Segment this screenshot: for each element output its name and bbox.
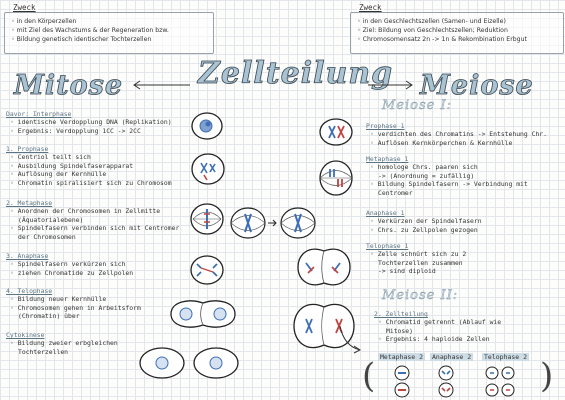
phase-item: ◦ Spindelfasern verkürzen sich [6, 260, 133, 268]
phase-item: ◦ Chromatin spiralisiert sich zu Chromosom [6, 179, 172, 187]
cell-interphase-icon [190, 111, 224, 141]
phase-item: ◦ Ergebnis: 4 haploide Zellen [374, 335, 501, 343]
phase-item: ◦ Bildung neuer Kernhülle [6, 295, 141, 303]
phase-item: ◦ Auflösung der Kernhülle [6, 170, 172, 178]
phase-item: ◦ Centriol teilt sich [6, 153, 172, 161]
mitose-telophase [6, 287, 141, 321]
meiose1-subtitle: Meiose I: [382, 98, 453, 113]
phase-item: ◦ ziehen Chromatide zu Zellpolen [6, 269, 133, 277]
cell-cytokinese-icon [137, 346, 241, 380]
phase-heading: Davor: Interphase [6, 110, 72, 118]
phase-item-cont: (Chromatin) über [18, 312, 80, 321]
phase-item: ◦ Chrs. zu Zellpolen gezogen [366, 226, 482, 234]
phase-item-cont: Mitose) [386, 326, 413, 335]
mitose-purpose-title: Zweck [13, 3, 36, 12]
mitose-title: Mitose [14, 70, 124, 101]
phase-item: ◦ Auflösen Kernkörperchen & Kernhülle [366, 139, 547, 147]
right-arrow-icon [366, 80, 416, 90]
phase-item-cont: (Äquatorialebene) [18, 215, 84, 224]
cell-prophase-icon [190, 152, 226, 186]
purpose-item: ◦ Chromosomensatz 2n -> 1n & Rekombination Erbgut [357, 35, 557, 44]
phase-item: ◦ Spindelfasern verbinden sich mit Centromer [6, 224, 179, 232]
phase-item-cont: -> sind diploid [378, 267, 436, 276]
phase-heading: Prophase 1 [366, 122, 405, 130]
purpose-item: ◦ in den Körperzellen [11, 17, 207, 26]
phase-heading: Cytokinese [6, 331, 45, 339]
left-bracket: ( [362, 356, 376, 396]
meiose2-subtitle: Meiose II: [382, 288, 459, 303]
phase-item: ◦ Bildung Spindelfasern -> Verbindung mit [366, 180, 528, 188]
meiose-title: Meiose [420, 70, 534, 101]
phase-item-cont: Tochterzellen [18, 347, 69, 356]
meiose2-cells-icon [384, 364, 534, 398]
metaphase2-label: Metaphase 2 [380, 353, 424, 361]
mitose-cytokinese [6, 331, 118, 356]
phase-heading: 4. Telophase [6, 287, 53, 295]
phase-item: ◦ identische Verdopplung DNA (Replikation) [6, 118, 172, 126]
meiose-purpose-title: Zweck [359, 3, 382, 12]
phase-item: ◦ verdichten des Chromatins -> Entstehung Chr. [366, 130, 547, 138]
cell-metaphase-chromosome-icon [228, 206, 318, 240]
mitose-anaphase [6, 252, 133, 277]
phase-item: ◦ Ergebnis: Verdopplung 1CC -> 2CC [6, 127, 172, 135]
phase-heading: 1. Prophase [6, 145, 49, 153]
phase-heading: 3. Anaphase [6, 252, 49, 260]
meiose-prophase1-cell-icon [318, 117, 354, 147]
phase-item-cont: Centromer [378, 188, 413, 197]
meiose-metaphase1-cell-icon [318, 159, 354, 197]
phase-item: ◦ Anordnen der Chromosomen in Zellmitte [6, 207, 179, 215]
phase-item: ◦ Chromosomen gehen in Arbeitsform [6, 304, 141, 312]
cell-metaphase-icon [189, 202, 225, 236]
mitose-metaphase [6, 199, 179, 241]
phase-item: ◦ Verkürzen der Spindelfasern [366, 217, 482, 225]
phase-item: ◦ Ausbildung Spindelfaserapparat [6, 162, 172, 170]
meiose-purpose-box [350, 3, 564, 54]
mitose-prophase [6, 145, 172, 187]
purpose-item: ◦ Ziel: Bildung von Geschlechtszellen; Reduktion [357, 26, 557, 35]
mitose-interphase [6, 110, 172, 135]
phase-item-cont: -> (Anordnung = zufällig) [378, 171, 475, 180]
phase-item: ◦ Chromatid getrennt (Ablauf wie [374, 318, 501, 326]
main-title: Zellteilung [198, 56, 394, 91]
phase-item: ◦ homologe Chrs. paaren sich [366, 163, 528, 171]
right-bracket: ) [540, 356, 554, 396]
meiose-phase2 [374, 310, 501, 344]
left-arrow-icon [132, 80, 192, 90]
phase-heading: Telophase 1 [366, 242, 409, 250]
cell-telophase-icon [168, 300, 238, 328]
phase-item-cont: Tochterzellen zusammen [378, 258, 463, 267]
meiose-anaphase1 [366, 209, 482, 234]
meiose-metaphase1 [366, 155, 528, 197]
meiose-prophase1 [366, 122, 547, 147]
phase-heading: Metaphase 1 [366, 155, 409, 163]
purpose-item: ◦ mit Ziel des Wachstums & der Regeneration bzw. [11, 26, 207, 35]
mitose-purpose-box [4, 3, 214, 54]
purpose-item: ◦ in den Geschlechtszellen (Samen- und Eizelle) [357, 17, 557, 26]
telophase2-label: Telophase 2 [484, 353, 528, 361]
phase-heading: Anaphase 1 [366, 209, 405, 217]
phase-heading: 2. Metaphase [6, 199, 53, 207]
cell-anaphase-icon [189, 254, 225, 286]
phase-item: ◦ Bildung zweier erbgleichen [6, 339, 118, 347]
anaphase2-label: Anaphase 2 [432, 353, 472, 361]
curved-arrow-icon [338, 324, 364, 354]
phase-heading: 2. Zellteilung [374, 310, 428, 318]
purpose-item: ◦ Bildung genetisch identischer Tochterzellen [11, 35, 207, 44]
phase-item: ◦ Zelle schnürt sich zu 2 [366, 250, 466, 258]
meiose-telophase1 [366, 242, 466, 276]
meiose-anaphase1-cell-icon [296, 247, 352, 287]
phase-item-cont: der Chromosomen [18, 232, 76, 241]
